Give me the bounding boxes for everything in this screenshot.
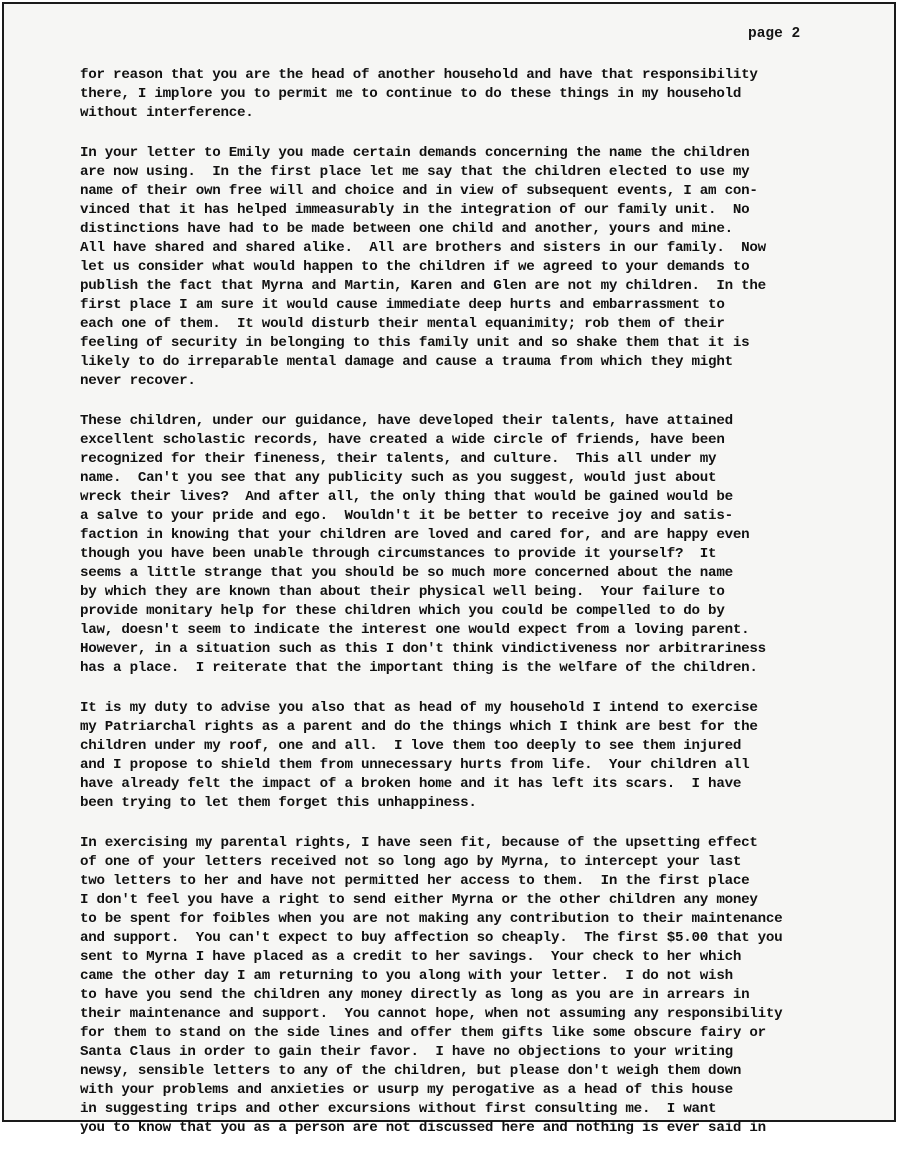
text-line: excellent scholastic records, have created a wide circle of friends, have been (80, 432, 725, 448)
text-line: recognized for their fineness, their talents, and culture. This all under my (80, 451, 717, 467)
text-line: I don't feel you have a right to send either Myrna or the other children any money (80, 892, 758, 908)
text-line: sent to Myrna I have placed as a credit to her savings. Your check to her which (80, 949, 742, 965)
text-line: each one of them. It would disturb their mental equanimity; rob them of their (80, 316, 725, 332)
text-line: likely to do irreparable mental damage and cause a trauma from which they might (80, 354, 733, 370)
text-line: with your problems and anxieties or usurp my perogative as a head of this house (80, 1082, 733, 1098)
text-line: are now using. In the first place let me say that the children elected to use my (80, 164, 750, 180)
text-line: for them to stand on the side lines and offer them gifts like some obscure fairy or (80, 1025, 766, 1041)
text-line: there, I implore you to permit me to continue to do these things in my household (80, 86, 742, 102)
text-line: two letters to her and have not permitted her access to them. In the first place (80, 873, 750, 889)
paragraph (80, 412, 840, 678)
paragraph (80, 834, 840, 1138)
text-line: In exercising my parental rights, I have seen fit, because of the upsetting effect (80, 835, 758, 851)
text-line: came the other day I am returning to you along with your letter. I do not wish (80, 968, 733, 984)
text-line: though you have been unable through circumstances to provide it yourself? It (80, 546, 717, 562)
text-line: has a place. I reiterate that the important thing is the welfare of the children. (80, 660, 758, 676)
text-line: vinced that it has helped immeasurably in the integration of our family unit. No (80, 202, 750, 218)
text-line: and support. You can't expect to buy affection so cheaply. The first $5.00 that you (80, 930, 783, 946)
text-line: to have you send the children any money directly as long as you are in arrears in (80, 987, 750, 1003)
text-line: without interference. (80, 105, 254, 121)
text-line: In your letter to Emily you made certain demands concerning the name the children (80, 145, 750, 161)
text-line: However, in a situation such as this I don't think vindictiveness nor arbitrariness (80, 641, 766, 657)
text-line: been trying to let them forget this unhappiness. (80, 795, 477, 811)
text-line: publish the fact that Myrna and Martin, Karen and Glen are not my children. In the (80, 278, 766, 294)
text-line: faction in knowing that your children are loved and cared for, and are happy even (80, 527, 750, 543)
text-line: my Patriarchal rights as a parent and do the things which I think are best for the (80, 719, 758, 735)
paragraph (80, 66, 840, 123)
text-line: by which they are known than about their physical well being. Your failure to (80, 584, 725, 600)
text-line: never recover. (80, 373, 196, 389)
paragraph (80, 144, 840, 391)
text-line: in suggesting trips and other excursions without first consulting me. I want (80, 1101, 717, 1117)
text-line: wreck their lives? And after all, the only thing that would be gained would be (80, 489, 733, 505)
text-line: name of their own free will and choice and in view of subsequent events, I am con- (80, 183, 758, 199)
text-line: name. Can't you see that any publicity such as you suggest, would just about (80, 470, 717, 486)
letter-page (2, 2, 896, 1136)
text-line: first place I am sure it would cause immediate deep hurts and embarrassment to (80, 297, 725, 313)
page-number: page 2 (748, 26, 801, 42)
text-line: a salve to your pride and ego. Wouldn't it be better to receive joy and satis- (80, 508, 733, 524)
text-line: distinctions have had to be made between one child and another, yours and mine. (80, 221, 733, 237)
text-line: of one of your letters received not so long ago by Myrna, to intercept your last (80, 854, 742, 870)
text-line: It is my duty to advise you also that as head of my household I intend to exercise (80, 700, 758, 716)
text-line: for reason that you are the head of another household and have that responsibility (80, 67, 758, 83)
text-line: feeling of security in belonging to this family unit and so shake them that it is (80, 335, 750, 351)
text-line: children under my roof, one and all. I love them too deeply to see them injured (80, 738, 742, 754)
text-line: provide monitary help for these children which you could be compelled to do by (80, 603, 725, 619)
text-line: have already felt the impact of a broken home and it has left its scars. I have (80, 776, 742, 792)
text-line: you to know that you as a person are not discussed here and nothing is ever said in (80, 1120, 766, 1136)
text-line: their maintenance and support. You cannot hope, when not assuming any responsibility (80, 1006, 783, 1022)
paragraph (80, 699, 840, 813)
text-line: to be spent for foibles when you are not making any contribution to their maintenance (80, 911, 783, 927)
text-line: newsy, sensible letters to any of the children, but please don't weigh them down (80, 1063, 742, 1079)
text-line: law, doesn't seem to indicate the interest one would expect from a loving parent. (80, 622, 750, 638)
text-line: and I propose to shield them from unnecessary hurts from life. Your children all (80, 757, 750, 773)
text-line: seems a little strange that you should be so much more concerned about the name (80, 565, 733, 581)
text-line: These children, under our guidance, have developed their talents, have attained (80, 413, 733, 429)
letter-body (80, 66, 840, 1159)
text-line: Santa Claus in order to gain their favor. I have no objections to your writing (80, 1044, 733, 1060)
text-line: let us consider what would happen to the children if we agreed to your demands to (80, 259, 750, 275)
text-line: All have shared and shared alike. All are brothers and sisters in our family. Now (80, 240, 766, 256)
